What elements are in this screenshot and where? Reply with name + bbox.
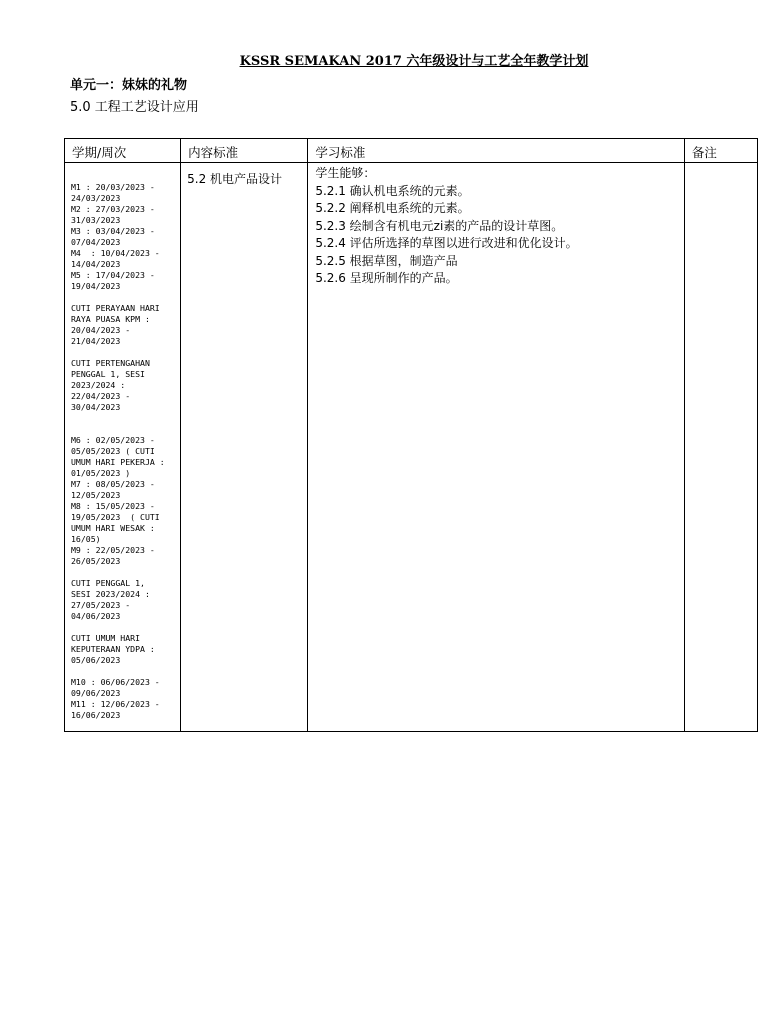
week-line: RAYA PUASA KPM :: [71, 314, 150, 324]
week-line: 30/04/2023: [71, 402, 121, 412]
week-line: 22/04/2023 -: [71, 391, 131, 401]
week-line: 19/04/2023: [71, 281, 121, 291]
content-standard: 5.2 机电产品设计: [187, 172, 283, 186]
block-spacer: [71, 567, 180, 578]
week-schedule-list: [65, 163, 180, 721]
remarks-cell: [684, 163, 757, 732]
week-line: M6 : 02/05/2023 -: [71, 435, 155, 445]
week-line: 16/06/2023: [71, 710, 121, 720]
week-line: 05/06/2023: [71, 655, 121, 665]
week-line: 14/04/2023: [71, 259, 121, 269]
learning-standard-list: [308, 163, 684, 288]
week-line: 12/05/2023: [71, 490, 121, 500]
week-line: PENGGAL 1, SESI: [71, 369, 145, 379]
week-line: M8 : 15/05/2023 -: [71, 501, 155, 511]
week-line: M10 : 06/06/2023 -: [71, 677, 160, 687]
week-line: KEPUTERAAN YDPA :: [71, 644, 155, 654]
week-line: M2 : 27/03/2023 -: [71, 204, 155, 214]
learning-standard-item: 5.2.1 确认机电系统的元素。: [315, 183, 470, 198]
block-spacer: [71, 666, 180, 677]
section-heading: 5.0 工程工艺设计应用: [70, 100, 199, 115]
week-line: 21/04/2023: [71, 336, 121, 346]
week-line: 20/04/2023 -: [71, 325, 131, 335]
week-line: M1 : 20/03/2023 -: [71, 182, 155, 192]
week-line: 16/05): [71, 534, 101, 544]
week-line: 19/05/2023 ( CUTI: [71, 512, 160, 522]
week-line: 05/05/2023 ( CUTI: [71, 446, 155, 456]
week-line: 2023/2024 :: [71, 380, 126, 390]
week-line: CUTI PERAYAAN HARI: [71, 303, 160, 313]
learning-standard-item: 5.2.4 评估所选择的草图以进行改进和优化设计。: [315, 236, 578, 250]
week-line: 01/05/2023 ): [71, 468, 131, 478]
week-cell: [65, 163, 181, 732]
week-line: UMUM HARI PEKERJA :: [71, 457, 165, 467]
week-line: 31/03/2023: [71, 215, 121, 225]
week-line: UMUM HARI WESAK :: [71, 523, 155, 533]
week-line: CUTI UMUM HARI: [71, 633, 141, 643]
week-line: M5 : 17/04/2023 -: [71, 270, 155, 280]
block-spacer: [71, 292, 180, 303]
header-remarks: 备注: [684, 139, 757, 163]
week-line: 26/05/2023: [71, 556, 121, 566]
week-line: M7 : 08/05/2023 -: [71, 479, 155, 489]
learning-standard-cell: [308, 163, 685, 732]
table-row: [65, 163, 758, 732]
learning-standard-item: 5.2.3 绘制含有机电元zi素的产品的设计草图。: [315, 218, 564, 233]
table-header-row: [65, 139, 758, 163]
week-line: M4 : 10/04/2023 -: [71, 248, 160, 258]
week-line: 09/06/2023: [71, 688, 121, 698]
week-line: 04/06/2023: [71, 611, 121, 621]
block-spacer: [71, 622, 180, 633]
week-line: CUTI PERTENGAHAN: [71, 358, 150, 368]
learning-standard-intro: 学生能够：: [315, 166, 376, 180]
learning-standard-item: 5.2.2 阐释机电系统的元素。: [315, 201, 470, 215]
learning-standard-item: 5.2.6 呈现所制作的产品。: [315, 271, 458, 285]
header-term-week: 学期/周次: [65, 139, 181, 163]
header-learning-standard: 学习标准: [308, 139, 685, 163]
block-spacer: [71, 413, 180, 435]
week-line: M9 : 22/05/2023 -: [71, 545, 155, 555]
week-line: M3 : 03/04/2023 -: [71, 226, 155, 236]
week-line: 24/03/2023: [71, 193, 121, 203]
teaching-plan-table: [64, 138, 758, 732]
content-standard-cell: [181, 163, 308, 732]
document-title: KSSR SEMAKAN 2017 六年级设计与工艺全年教学计划: [239, 54, 589, 69]
week-line: SESI 2023/2024 :: [71, 589, 150, 599]
block-spacer: [71, 347, 180, 358]
unit-heading: 单元一：妹妹的礼物: [70, 78, 188, 93]
week-line: 27/05/2023 -: [71, 600, 131, 610]
week-line: M11 : 12/06/2023 -: [71, 699, 160, 709]
week-line: 07/04/2023: [71, 237, 121, 247]
learning-standard-item: 5.2.5 根据草图，制造产品: [315, 253, 458, 268]
header-content-standard: 内容标准: [181, 139, 308, 163]
week-line: CUTI PENGGAL 1,: [71, 578, 145, 588]
